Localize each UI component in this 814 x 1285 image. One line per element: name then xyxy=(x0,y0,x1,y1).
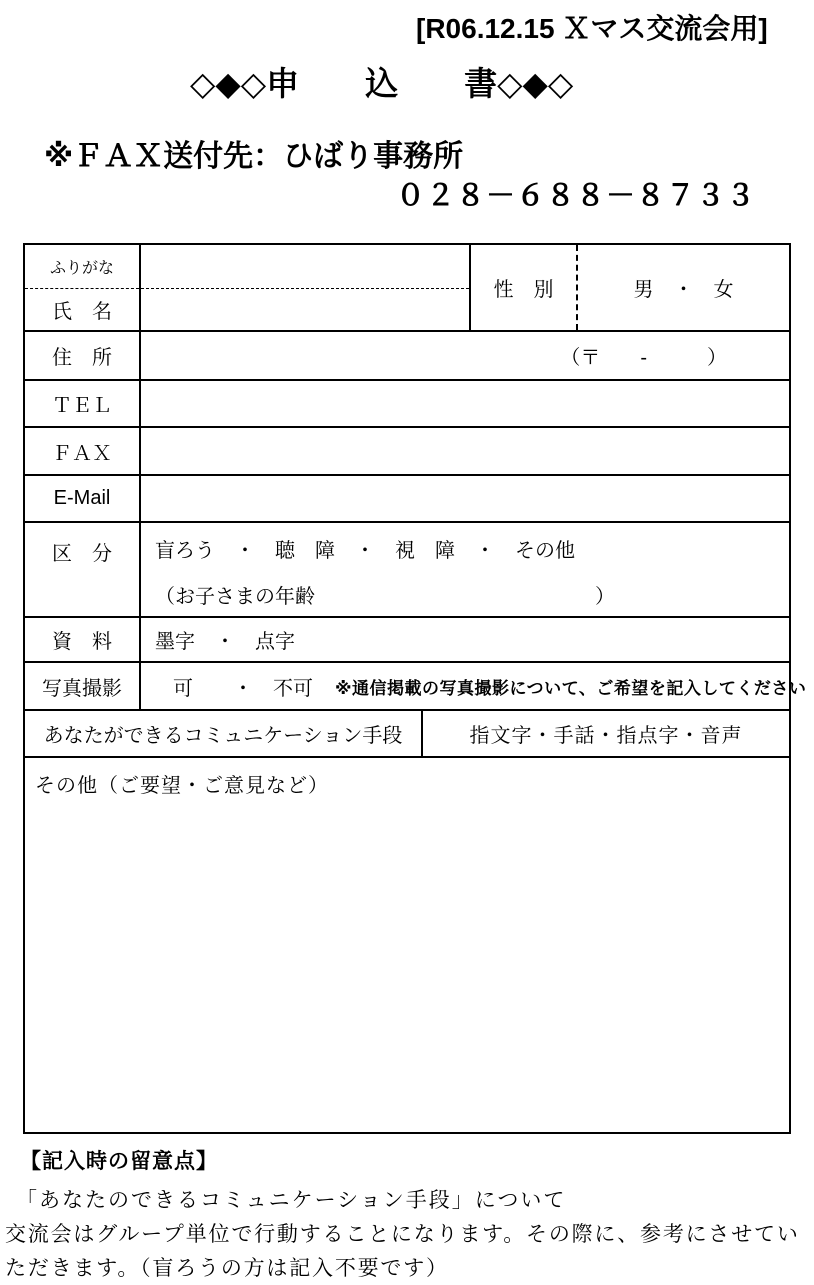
name-label-cell xyxy=(25,245,141,330)
row-category xyxy=(25,523,789,618)
notes-line-1: 「あなたのできるコミュニケーション手段」について xyxy=(16,1189,567,1212)
name-label: 氏 名 xyxy=(52,301,112,323)
row-material xyxy=(25,618,789,663)
furigana-input-area[interactable] xyxy=(141,245,469,289)
fax-input-area[interactable] xyxy=(141,428,789,474)
category-options-cell xyxy=(141,523,789,616)
name-input-area[interactable] xyxy=(141,289,469,330)
event-date-tag: [R06.12.15 Ｘマス交流会用] xyxy=(416,13,768,44)
photo-options: 可 ・ 不可 xyxy=(173,677,313,700)
postal-code-mark: （〒 - ） xyxy=(560,347,727,369)
name-input-cell xyxy=(141,245,471,330)
address-label: 住 所 xyxy=(25,332,141,379)
tel-label: ＴＥＬ xyxy=(25,381,141,426)
notes-line-3: ただきます。（盲ろうの方は記入不要です） xyxy=(5,1257,449,1280)
fax-number: ０２８－６８８－８７３３ xyxy=(396,180,757,212)
row-email xyxy=(25,476,789,523)
application-form-table xyxy=(23,243,807,1134)
photo-label: 写真撮影 xyxy=(25,663,141,709)
other-label: その他（ご要望・ご意見など） xyxy=(35,775,329,797)
tel-input-area[interactable] xyxy=(141,381,789,426)
row-other xyxy=(25,758,789,1132)
other-comments-area[interactable] xyxy=(25,758,789,1132)
email-label: E-Mail xyxy=(25,476,141,521)
row-address xyxy=(25,332,789,381)
row-name-gender xyxy=(25,245,789,332)
category-child-age: （お子さまの年齢 ） xyxy=(155,586,615,608)
notes-title: 【記入時の留意点】 xyxy=(20,1150,218,1173)
category-options: 盲ろう ・ 聴 障 ・ 視 障 ・ その他 xyxy=(155,540,575,562)
row-photo xyxy=(25,663,807,711)
row-tel xyxy=(25,381,789,428)
fax-destination-label: ※ＦＡＸ送付先：ひばり事務所 xyxy=(44,140,464,173)
page-title: ◇◆◇申 込 書◇◆◇ xyxy=(190,65,574,102)
communication-label: あなたができるコミュニケーション手段 xyxy=(25,711,423,756)
communication-options: 指文字・手話・指点字・音声 xyxy=(469,725,743,747)
furigana-label: ふりがな xyxy=(25,245,139,289)
gender-options: 男 ・ 女 xyxy=(633,279,734,301)
fax-label: ＦＡＸ xyxy=(25,428,141,474)
material-label: 資 料 xyxy=(25,618,141,661)
category-label: 区 分 xyxy=(25,523,141,616)
address-input-area[interactable] xyxy=(141,332,789,379)
photo-options-cell xyxy=(141,663,806,709)
notes-line-2: 交流会はグループ単位で行動することになります。その際に、参考にさせてい xyxy=(5,1223,800,1246)
material-options: 墨字 ・ 点字 xyxy=(155,631,295,653)
row-fax xyxy=(25,428,789,476)
gender-label: 性 別 xyxy=(471,245,578,330)
photo-note: ※通信掲載の写真撮影について、ご希望を記入してください xyxy=(335,678,807,698)
email-input-area[interactable] xyxy=(141,476,789,521)
row-communication xyxy=(25,711,789,758)
